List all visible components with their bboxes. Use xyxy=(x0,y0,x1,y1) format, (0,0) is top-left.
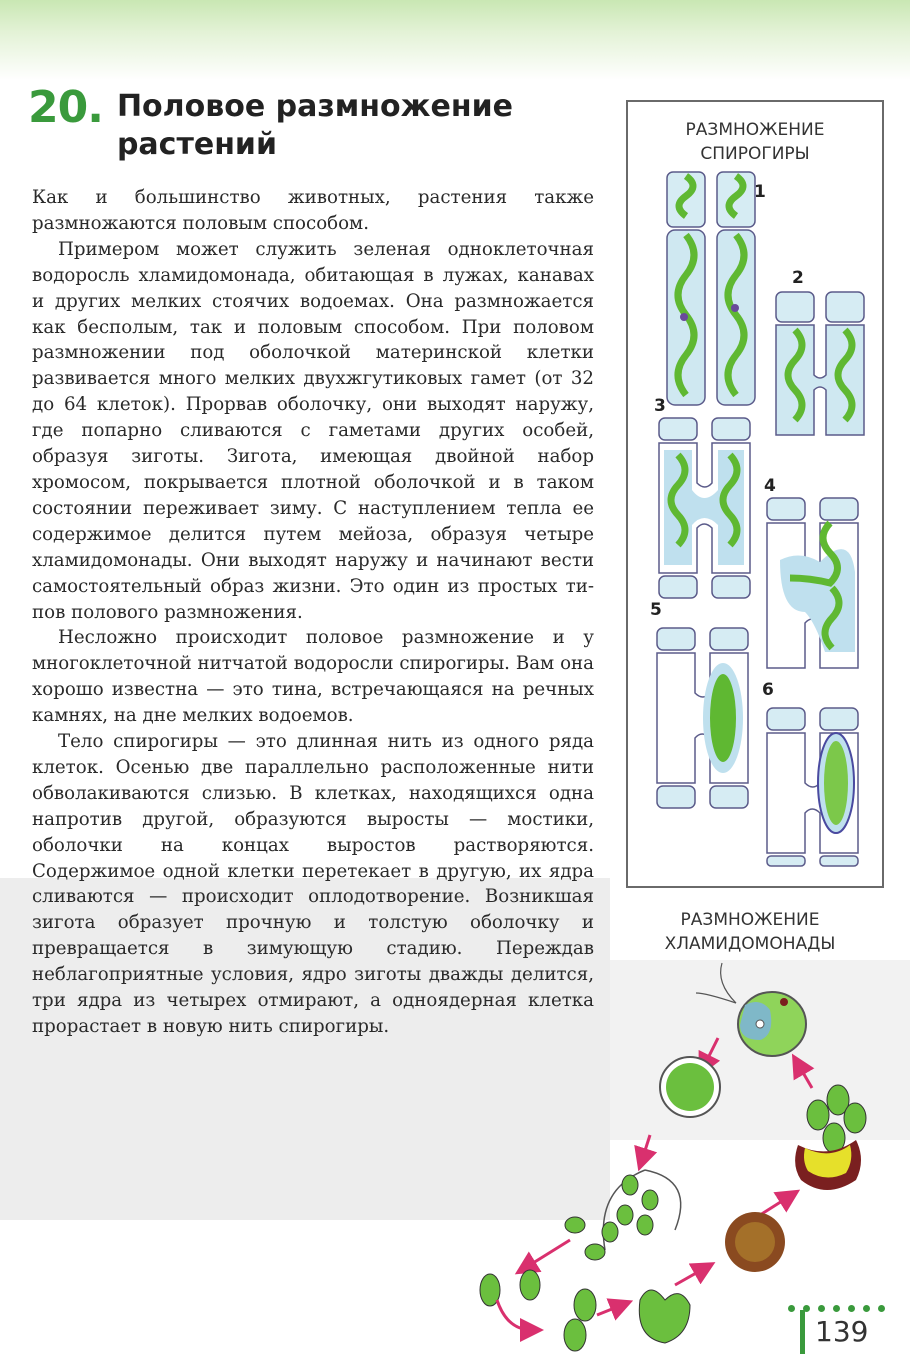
paragraph: Несложно происходит половое размножение и у многоклеточной нитчатой водоросли спирогиры. Вам она хорошо известна — это тина, встречающаяся на речных камнях, на дне мелких водоемов. xyxy=(32,627,594,727)
chlamydomonas-resting-zygote xyxy=(725,1212,785,1272)
cycle-arrow xyxy=(525,1240,570,1268)
chapter-number: 20. xyxy=(28,82,103,133)
cycle-arrow xyxy=(597,1305,622,1315)
figure-title-line: РАЗМНОЖЕНИЕ xyxy=(680,910,820,930)
cycle-arrow xyxy=(642,1135,650,1160)
stage-label: 1 xyxy=(754,182,766,202)
paragraph: Примером может служить зеленая одноклеточная водоросль хламидомонада, обитающая в лужах, канавах и других мелких стоячих водоемах. Она размножается как бесполым, так и половым способом. При половом размножении под оболочкой материнской клетки развивается много мелких двухжгутиковых гамет (от 32 до 64 клеток). Прорвав оболочку, они выходят наружу, где попарно сливаются с гаметами других особей, образуя зиготы. Зигота, имеющая двойной набор хромосом, покрывается плотной оболочкой и в таком состоянии переживает зиму. С наступлением тепла ее содержимое делится путем мейоза, образуя четыре хламидомонады. Они выходят наружу и начинают вести самостоятельный образ жизни. Это один из простых типов полового размножения. xyxy=(32,238,594,623)
paragraph: Тело спирогиры — это длинная нить из одного ряда клеток. Осенью две параллельно расположенные нити обволакиваются слизью. В клетках, находящихся одна напротив другой, образуются выросты — мостики, оболочки на концах выростов растворяются. Содержимое одной клетки перетекает в другую, их ядра сливаются — происходит оплодотворение. Возникшая зигота образует прочную и толстую оболочку и превращается в зимующую стадию. Переждав неблагоприятные условия, ядро зиготы дважды делится, три ядра из четырех отмирают, а одноядерная клетка прорастает в новую нить спирогиры. xyxy=(32,731,594,1037)
figure-title-line: ХЛАМИДОМОНАДЫ xyxy=(664,934,836,954)
figure-title-line: РАЗМНОЖЕНИЕ xyxy=(685,120,825,140)
chlamydomonas-released-gametes xyxy=(565,1170,681,1260)
cycle-arrow xyxy=(798,1064,812,1088)
spirogyra-stage-3 xyxy=(659,418,750,598)
stage-label: 2 xyxy=(792,268,804,288)
stage-label: 6 xyxy=(762,680,774,700)
spirogyra-stage-5 xyxy=(657,628,748,808)
chlamydomonas-adult-cell xyxy=(696,963,806,1056)
cycle-arrow xyxy=(760,1196,790,1215)
cycle-arrow xyxy=(675,1268,705,1285)
stage-label: 4 xyxy=(764,476,776,496)
figure-title-line: СПИРОГИРЫ xyxy=(700,144,810,164)
spirogyra-stage-1 xyxy=(667,172,755,405)
page-number: 139 xyxy=(800,1310,868,1354)
chapter-heading: Половое размножение растений xyxy=(116,89,513,162)
stage-label: 3 xyxy=(654,396,666,416)
chlamydomonas-gamete-cluster xyxy=(660,1057,720,1117)
spirogyra-stage-6 xyxy=(767,708,858,866)
spirogyra-stage-4 xyxy=(767,498,858,668)
stage-label: 5 xyxy=(650,600,662,620)
chlamydomonas-fusing-gametes xyxy=(480,1270,690,1351)
paragraph: Как и большинство животных, растения также размножаются половым способом. xyxy=(32,187,594,234)
spirogyra-stage-2 xyxy=(776,292,864,435)
chlamydomonas-figure-title xyxy=(640,908,860,956)
